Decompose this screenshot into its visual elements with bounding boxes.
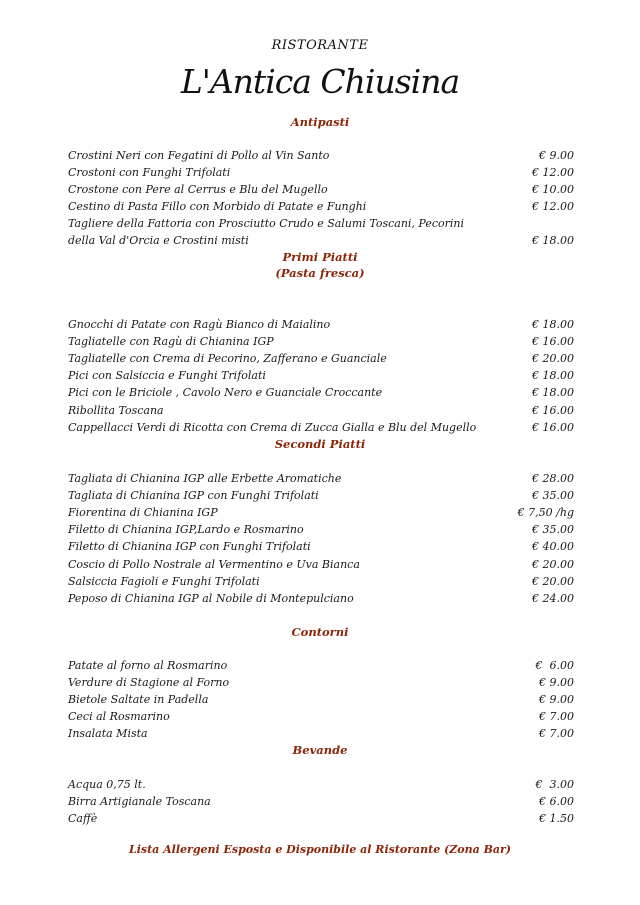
menu-item bbox=[68, 181, 574, 198]
menu-item bbox=[68, 350, 574, 367]
menu-item bbox=[68, 367, 574, 384]
menu-item bbox=[68, 419, 574, 436]
item-name: Salsiccia Fagioli e Funghi Trifolati bbox=[68, 575, 260, 588]
item-name: Gnocchi di Patate con Ragù Bianco di Maialino bbox=[68, 318, 331, 331]
menu-item bbox=[68, 504, 574, 521]
item-name: Birra Artigianale Toscana bbox=[68, 795, 211, 808]
menu-item bbox=[68, 215, 574, 249]
item-name: Cappellacci Verdi di Ricotta con Crema di Zucca Gialla e Blu del Mugello bbox=[68, 421, 477, 434]
item-price: € 20.00 bbox=[532, 558, 574, 571]
item-name: Patate al forno al Rosmarino bbox=[68, 659, 228, 672]
item-name: Tagliatelle con Crema di Pecorino, Zafferano e Guanciale bbox=[68, 352, 387, 365]
item-price: € 20.00 bbox=[532, 352, 574, 365]
menu-item bbox=[68, 810, 574, 827]
item-price: € 16.00 bbox=[532, 335, 574, 348]
menu-item bbox=[68, 538, 574, 555]
item-name: Tagliata di Chianina IGP alle Erbette Aromatiche bbox=[68, 472, 342, 485]
item-name: Pici con le Briciole , Cavolo Nero e Guanciale Croccante bbox=[68, 386, 383, 399]
menu-item bbox=[68, 793, 574, 810]
menu-item bbox=[68, 402, 574, 419]
section-title-antipasti: Antipasti bbox=[290, 115, 350, 129]
item-name: Ceci al Rosmarino bbox=[68, 710, 170, 723]
item-price: € 18.00 bbox=[532, 234, 574, 247]
section-title-secondi: Secondi Piatti bbox=[274, 437, 366, 451]
item-price: € 9.00 bbox=[539, 693, 574, 706]
item-name: Insalata Mista bbox=[68, 727, 148, 740]
item-price: € 16.00 bbox=[532, 421, 574, 434]
item-price: € 10.00 bbox=[532, 183, 574, 196]
item-name: Caffè bbox=[68, 812, 98, 825]
item-name: Verdure di Stagione al Forno bbox=[68, 676, 230, 689]
item-price: € 7,50 /hg bbox=[517, 506, 574, 519]
allergen-note: Lista Allergeni Esposta e Disponibile al Ristorante (Zona Bar) bbox=[128, 843, 512, 856]
item-name: Fiorentina di Chianina IGP bbox=[68, 506, 218, 519]
menu-item bbox=[68, 573, 574, 590]
menu-item bbox=[68, 590, 574, 607]
item-price: € 7.00 bbox=[539, 727, 574, 740]
item-name: Crostoni con Funghi Trifolati bbox=[68, 166, 231, 179]
section-title-contorni: Contorni bbox=[291, 625, 349, 639]
item-price: € 1.50 bbox=[539, 812, 574, 825]
menu-item bbox=[68, 674, 574, 691]
menu-item bbox=[68, 487, 574, 504]
menu-item bbox=[68, 198, 574, 215]
item-price: € 24.00 bbox=[532, 592, 574, 605]
item-name: Peposo di Chianina IGP al Nobile di Montepulciano bbox=[68, 592, 354, 605]
item-price: € 6.00 bbox=[535, 659, 574, 672]
restaurant-name: L'Antica Chiusina bbox=[180, 62, 460, 101]
item-name: Bietole Saltate in Padella bbox=[68, 693, 209, 706]
item-name: Crostone con Pere al Cerrus e Blu del Mugello bbox=[68, 183, 328, 196]
item-price: € 35.00 bbox=[532, 523, 574, 536]
item-price: € 20.00 bbox=[532, 575, 574, 588]
menu-item bbox=[68, 776, 574, 793]
menu-item bbox=[68, 333, 574, 350]
item-price: € 35.00 bbox=[532, 489, 574, 502]
section-title-bevande: Bevande bbox=[292, 743, 348, 757]
item-name: Filetto di Chianina IGP,Lardo e Rosmarino bbox=[68, 523, 304, 536]
item-name: Crostini Neri con Fegatini di Pollo al Vin Santo bbox=[68, 149, 330, 162]
menu-item bbox=[68, 147, 574, 164]
menu-item bbox=[68, 725, 574, 742]
item-name: Tagliere della Fattoria con Prosciutto Crudo e Salumi Toscani, Pecorini della Val d'Orcia e Crostini misti bbox=[68, 217, 464, 247]
item-price: € 18.00 bbox=[532, 386, 574, 399]
menu-item bbox=[68, 164, 574, 181]
item-price: € 12.00 bbox=[532, 200, 574, 213]
item-price: € 28.00 bbox=[532, 472, 574, 485]
section-title-primi: Primi Piatti bbox=[282, 250, 358, 264]
menu-item bbox=[68, 384, 574, 401]
item-name: Pici con Salsiccia e Funghi Trifolati bbox=[68, 369, 266, 382]
item-name: Tagliata di Chianina IGP con Funghi Trifolati bbox=[68, 489, 319, 502]
item-price: € 3.00 bbox=[535, 778, 574, 791]
item-price: € 18.00 bbox=[532, 318, 574, 331]
section-subtitle-primi: (Pasta fresca) bbox=[275, 266, 365, 280]
item-name: Coscio di Pollo Nostrale al Vermentino e Uva Bianca bbox=[68, 558, 360, 571]
menu-item bbox=[68, 470, 574, 487]
menu-item bbox=[68, 521, 574, 538]
restaurant-label: RISTORANTE bbox=[271, 38, 369, 53]
item-price: € 9.00 bbox=[539, 149, 574, 162]
item-name: Acqua 0,75 lt. bbox=[68, 778, 146, 791]
menu-item bbox=[68, 316, 574, 333]
item-price: € 12.00 bbox=[532, 166, 574, 179]
menu-item bbox=[68, 691, 574, 708]
item-price: € 16.00 bbox=[532, 404, 574, 417]
item-price: € 9.00 bbox=[539, 676, 574, 689]
item-name: Tagliatelle con Ragù di Chianina IGP bbox=[68, 335, 274, 348]
item-name: Ribollita Toscana bbox=[68, 404, 164, 417]
item-price: € 7.00 bbox=[539, 710, 574, 723]
menu-item bbox=[68, 657, 574, 674]
menu-item bbox=[68, 556, 574, 573]
item-price: € 6.00 bbox=[539, 795, 574, 808]
item-name: Cestino di Pasta Fillo con Morbido di Patate e Funghi bbox=[68, 200, 367, 213]
menu-item bbox=[68, 708, 574, 725]
item-name: Filetto di Chianina IGP con Funghi Trifolati bbox=[68, 540, 311, 553]
item-price: € 18.00 bbox=[532, 369, 574, 382]
item-price: € 40.00 bbox=[532, 540, 574, 553]
